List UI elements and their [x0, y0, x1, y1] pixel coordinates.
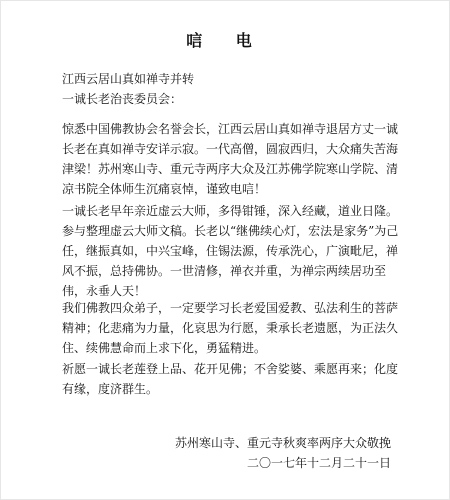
signature-org: 苏州寒山寺、重元寺秋爽率两序大众敬挽 — [174, 436, 391, 450]
paragraph-prayer: 祈愿一诚长老莲登上品、花开见佛；不舍娑婆、乘愿再来；化度有缘，度济群生。 — [62, 362, 399, 396]
paragraph-resolution: 我们佛教四众弟子，一定要学习长老爱国爱教、弘法利生的菩萨精神；化悲痛为力量，化哀思为行愿，秉承长老遗愿，为正法久住、续佛慧命而上求下化，勇猛精进。 — [62, 301, 399, 355]
paragraph-biography: 一诚长老早年亲近虚云大师，多得钳锤，深入经藏，道业日隆。参与整理虚云大师文稿。长老以“继佛续心灯，宏法是家务”为己任，继振真如，中兴宝峰，住锡法源，传承洗心，广演毗尼，禅风不振，总持佛协。一世清修，禅衣并重，为禅宗两续居功至伟，永垂人天！ — [62, 204, 399, 298]
addressee: 江西云居山真如禅寺并转 一诚长老治丧委员会： — [62, 72, 195, 106]
paragraph-condolence: 惊悉中国佛教协会名誉会长，江西云居山真如禅寺退居方丈一诚长老在真如禅寺安详示寂。一代高僧，圆寂西归，大众痛失苦海津梁！苏州寒山寺、重元寺两序大众及江苏佛学院寒山学院、清凉书院全体师生沉痛哀悼，谨致电唁！ — [62, 122, 399, 196]
document-title: 唁 电 — [186, 31, 266, 50]
signature-date: 二〇一七年十二月二十一日 — [246, 456, 391, 470]
